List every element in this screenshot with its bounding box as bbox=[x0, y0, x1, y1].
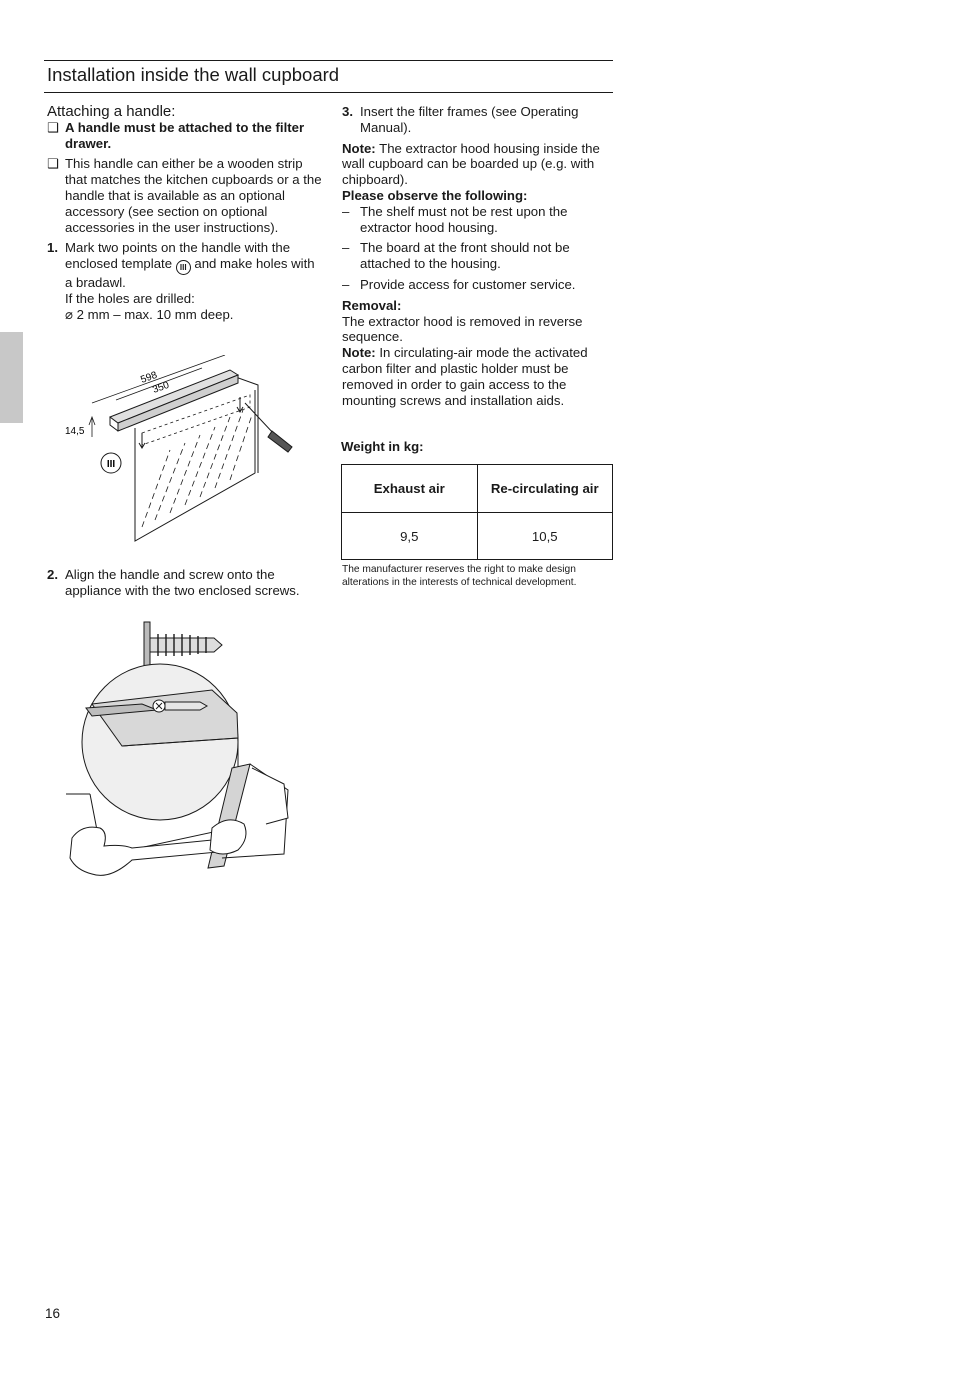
weight-heading: Weight in kg: bbox=[341, 439, 424, 454]
step-3 bbox=[342, 104, 614, 136]
page-title: Installation inside the wall cupboard bbox=[47, 64, 340, 85]
observe-item bbox=[342, 204, 614, 236]
removal-heading: Removal: bbox=[342, 297, 402, 313]
dimension-350: 350 bbox=[151, 379, 171, 396]
step-1 bbox=[47, 240, 322, 322]
dash-marker: – bbox=[342, 240, 350, 256]
bullet-text: A handle must be attached to the filter drawer. bbox=[65, 119, 305, 151]
template-icon: III bbox=[176, 260, 191, 275]
dimension-14-5: 14,5 bbox=[65, 426, 85, 437]
note-label: Note: bbox=[342, 140, 376, 156]
bullet-item bbox=[47, 156, 322, 235]
handle-template-figure bbox=[60, 355, 320, 550]
checkbox-bullet-icon: ❑ bbox=[47, 119, 59, 135]
step-text: and make holes with a bradawl. bbox=[65, 256, 315, 291]
bullet-text: This handle can either be a wooden strip that matches the kitchen cupboards or a the handle that is available as an optional accessory (see section on optional accessories in the user instructions). bbox=[65, 156, 322, 235]
step-number: 1. bbox=[47, 240, 58, 256]
weight-table bbox=[341, 464, 613, 560]
observe-text: The shelf must not be rest upon the extractor hood housing. bbox=[360, 203, 568, 235]
page-number: 16 bbox=[45, 1306, 61, 1321]
table-header-cell: Exhaust air bbox=[342, 465, 478, 513]
observe-text: Provide access for customer service. bbox=[360, 276, 576, 292]
note-text: In circulating-air mode the activated carbon filter and plastic holder must be removed in order to gain access to the mounting screws and installation aids. bbox=[342, 345, 588, 408]
dash-marker: – bbox=[342, 276, 350, 292]
header-bottom-rule bbox=[44, 92, 613, 93]
table-row bbox=[342, 513, 613, 560]
observe-heading: Please observe the following: bbox=[342, 187, 528, 203]
template-marker-label: III bbox=[106, 459, 116, 470]
step-text: Align the handle and screw onto the appliance with the two enclosed screws. bbox=[65, 567, 300, 598]
table-header-row bbox=[342, 465, 613, 513]
left-column-lower bbox=[47, 567, 322, 604]
step-text: If the holes are drilled: bbox=[65, 290, 195, 306]
step-number: 2. bbox=[47, 567, 58, 582]
dash-marker: – bbox=[342, 203, 350, 219]
side-language-tab bbox=[0, 332, 23, 423]
step-number: 3. bbox=[342, 104, 353, 119]
header-top-rule bbox=[44, 60, 613, 61]
bullet-item bbox=[47, 120, 322, 152]
note-text: The extractor hood housing inside the wall cupboard can be boarded up (e.g. with chipboard). bbox=[342, 140, 600, 188]
step-2 bbox=[47, 567, 322, 599]
screw-handle-figure bbox=[62, 618, 294, 888]
observe-text: The board at the front should not be attached to the housing. bbox=[360, 240, 570, 272]
left-column bbox=[47, 104, 322, 328]
checkbox-bullet-icon: ❑ bbox=[47, 156, 59, 172]
step-text: ⌀ 2 mm – max. 10 mm deep. bbox=[65, 306, 234, 322]
table-cell: 9,5 bbox=[342, 513, 478, 560]
right-column bbox=[342, 104, 614, 408]
step-text: Insert the filter frames (see Operating Manual). bbox=[360, 104, 579, 135]
removal-text: The extractor hood is removed in reverse sequence. bbox=[342, 313, 583, 345]
note-1 bbox=[342, 141, 614, 188]
section-heading: Attaching a handle: bbox=[47, 103, 176, 120]
observe-item bbox=[342, 277, 614, 293]
dimension-598: 598 bbox=[139, 369, 159, 386]
table-header-cell: Re-circulating air bbox=[477, 465, 613, 513]
note-2 bbox=[342, 345, 614, 408]
footnote: The manufacturer reserves the right to make design alterations in the interests of technical development. bbox=[342, 564, 577, 588]
note-label: Note: bbox=[342, 345, 376, 361]
step-text: Mark two points on the handle with the enclosed template bbox=[65, 240, 291, 272]
observe-item bbox=[342, 240, 614, 272]
table-cell: 10,5 bbox=[477, 513, 613, 560]
